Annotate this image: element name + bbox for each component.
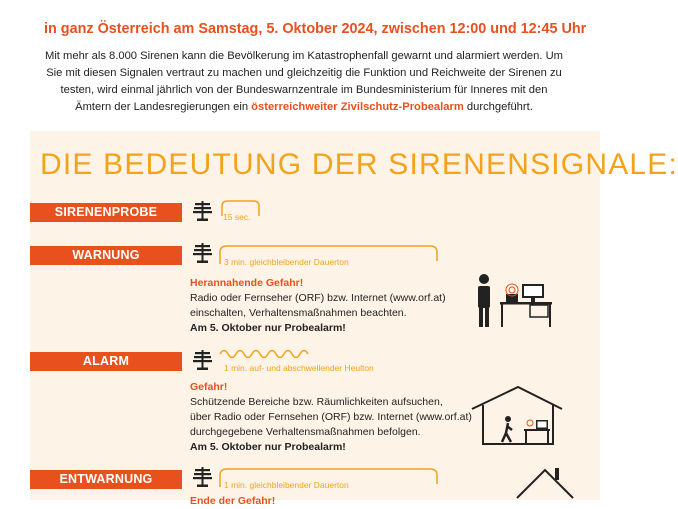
person-radio-tv-illustration (470, 270, 560, 330)
warnung-line: einschalten, Verhaltensmaßnahmen beachten. (190, 307, 407, 319)
probe-duration: 15 sec. (223, 212, 251, 222)
house-shelter-illustration (470, 385, 565, 447)
label-warnung: WARNUNG (30, 246, 182, 265)
warnung-heading: Herannahende Gefahr! (190, 277, 304, 289)
warnung-duration: 3 min. gleichbleibender Dauerton (224, 257, 349, 267)
intro-paragraph (44, 48, 564, 116)
siren-tree-icon (193, 350, 212, 370)
house-roof-illustration (515, 466, 575, 500)
date-headline: in ganz Österreich am Samstag, 5. Oktober 2024, zwischen 12:00 und 12:45 Uhr (44, 21, 587, 37)
siren-tree-icon (193, 467, 212, 487)
siren-tree-icon (193, 243, 212, 263)
alarm-line: Schützende Bereiche bzw. Räumlichkeiten aufsuchen, (190, 396, 443, 408)
alarm-line: über Radio oder Fernsehen (ORF) bzw. Internet (www.orf.at) (190, 411, 472, 423)
label-entwarnung: ENTWARNUNG (30, 470, 182, 489)
warnung-note: Am 5. Oktober nur Probealarm! (190, 322, 346, 334)
label-sirenenprobe: SIRENENPROBE (30, 203, 182, 222)
alarm-heading: Gefahr! (190, 381, 228, 393)
entwarnung-description (190, 494, 275, 509)
section-title: DIE BEDEUTUNG DER SIRENENSIGNALE: (40, 148, 678, 181)
siren-tree-icon (193, 201, 212, 221)
intro-highlight: österreichweiter Zivilschutz-Probealarm (251, 101, 464, 113)
alarm-signal-wave (218, 345, 318, 363)
entwarnung-duration: 1 min. gleichbleibender Dauerton (224, 480, 349, 490)
entwarnung-heading: Ende der Gefahr! (190, 495, 276, 507)
alarm-description (190, 380, 472, 455)
alarm-line: durchgegebene Verhaltensmaßnahmen befolgen. (190, 426, 421, 438)
label-alarm: ALARM (30, 352, 182, 371)
warnung-description (190, 276, 446, 336)
alarm-duration: 1 min. auf- und abschwellender Heulton (224, 363, 374, 373)
warnung-line: Radio oder Fernseher (ORF) bzw. Internet (www.orf.at) (190, 292, 446, 304)
intro-text: Mit mehr als 8.000 Sirenen kann die Bevölkerung im Katastrophenfall gewarnt und alarmiert werden. Um Sie mit diesen Signalen vertraut zu machen und gleichzeitig die Funktion und Reichweite der Sirenen zu testen, wird einmal jährlich von der Bundeswarnzentrale im Bundesministerium für Inneres mit den Ämtern der Landesregierungen ein (45, 50, 563, 113)
alarm-note: Am 5. Oktober nur Probealarm! (190, 441, 346, 453)
intro-end: durchgeführt. (466, 101, 533, 113)
